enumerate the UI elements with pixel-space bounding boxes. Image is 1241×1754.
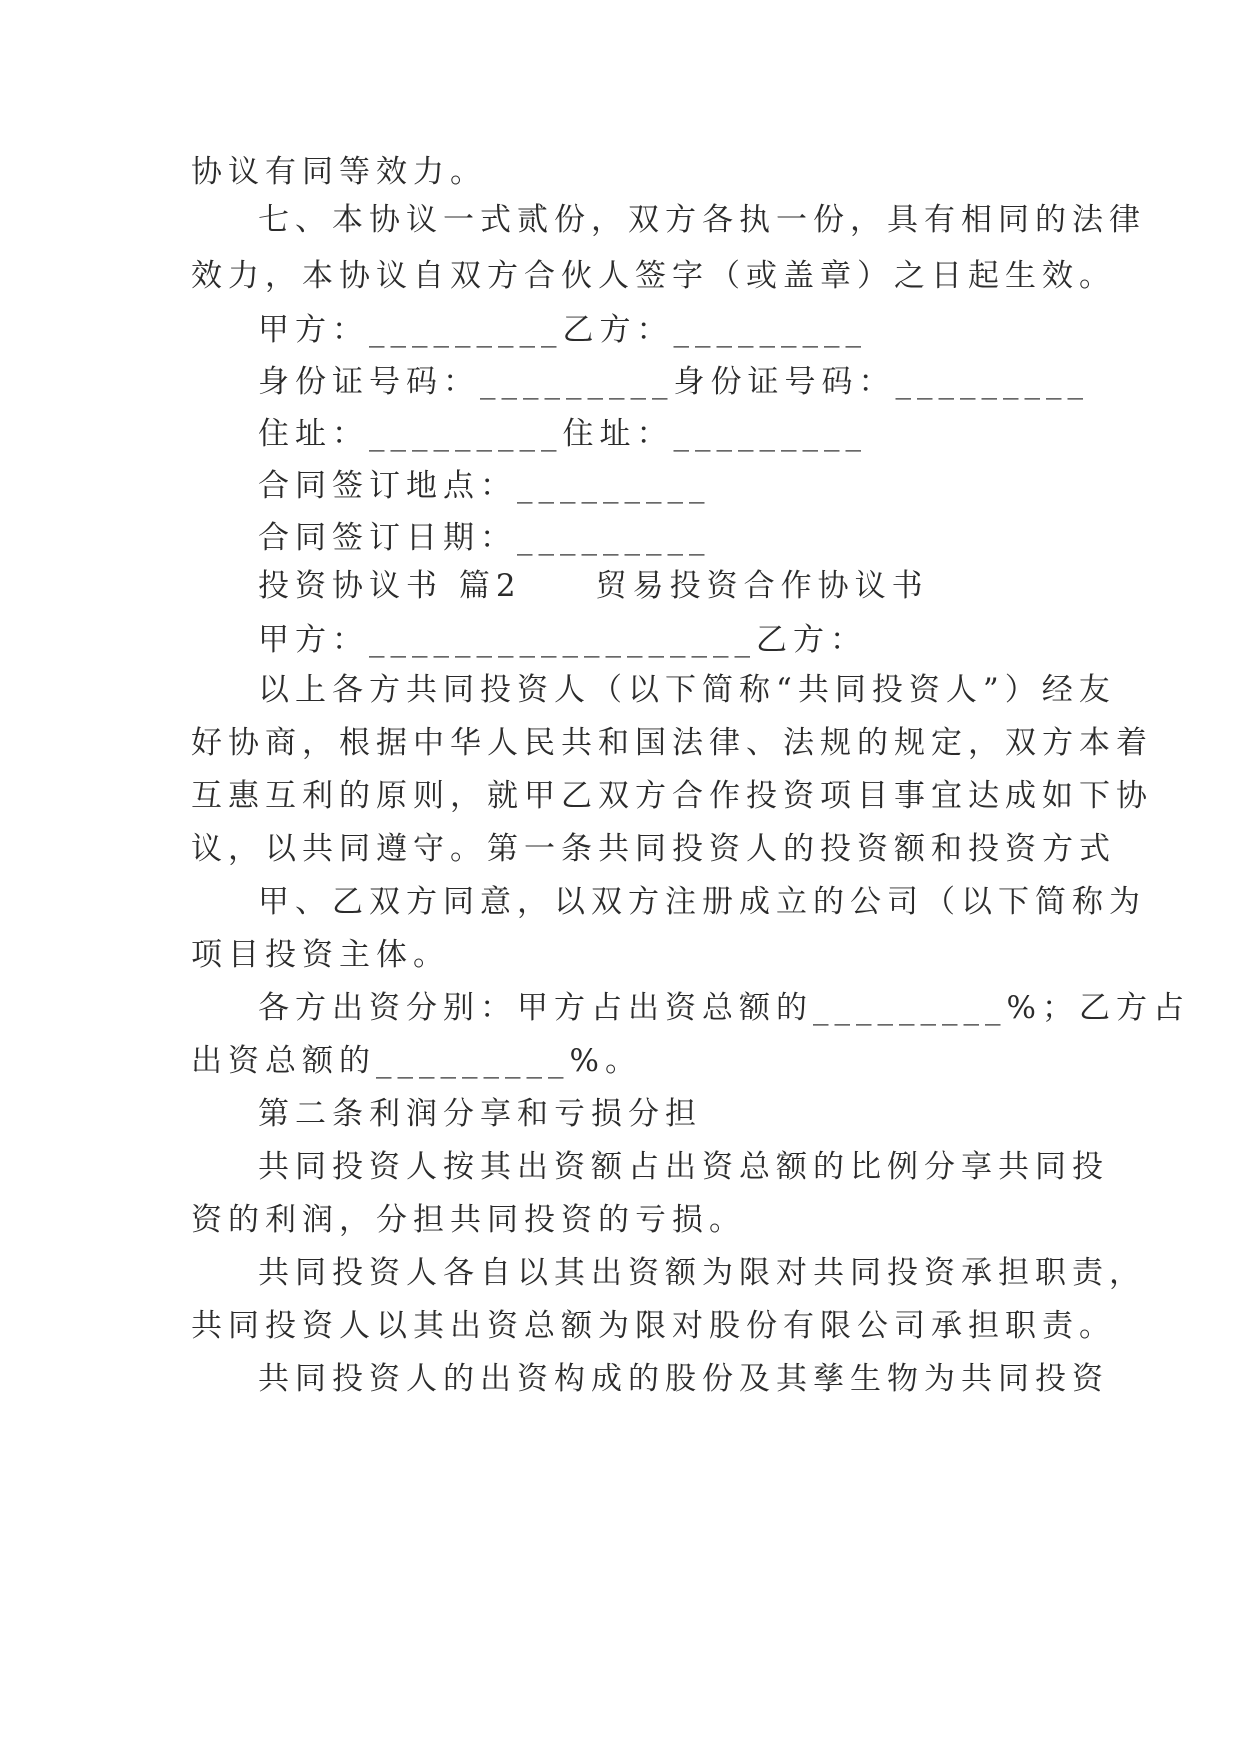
paragraph-line: 共同投资人按其出资额占出资总额的比例分享共同投 (258, 1149, 1109, 1185)
paragraph-line: 共同投资人的出资构成的股份及其孳生物为共同投资 (258, 1361, 1109, 1397)
signature-id-line: 身份证号码：_________身份证号码：_________ (258, 364, 1089, 400)
paragraph-line: 协议有同等效力。 (191, 154, 487, 190)
signing-date-line: 合同签订日期：_________ (258, 520, 711, 556)
paragraph-line: 资的利润，分担共同投资的亏损。 (191, 1202, 746, 1238)
paragraph-line: 甲、乙双方同意，以双方注册成立的公司（以下简称为 (258, 884, 1146, 920)
paragraph-line: 以上各方共同投资人（以下简称“共同投资人”）经友 (258, 672, 1116, 708)
paragraph-line: 好协商，根据中华人民共和国法律、法规的规定，双方本着 (191, 725, 1153, 761)
signing-place-line: 合同签订地点：_________ (258, 468, 711, 504)
paragraph-line: 各方出资分别：甲方占出资总额的_________%；乙方占 (258, 990, 1190, 1026)
paragraph-line: 共同投资人各自以其出资额为限对共同投资承担职责， (258, 1255, 1146, 1291)
article-heading: 第二条利润分享和亏损分担 (258, 1096, 702, 1132)
paragraph-line: 互惠互利的原则，就甲乙双方合作投资项目事宜达成如下协 (191, 778, 1153, 814)
signature-address-line: 住址：_________住址：_________ (258, 416, 867, 452)
paragraph-line: 出资总额的_________%。 (191, 1043, 642, 1079)
paragraph-line: 七、本协议一式贰份，双方各执一份，具有相同的法律 (258, 202, 1146, 238)
party-line: 甲方：__________________乙方： (258, 622, 867, 658)
paragraph-line: 项目投资主体。 (191, 937, 450, 973)
section-heading: 投资协议书 篇2 贸易投资合作协议书 (258, 568, 929, 604)
signature-party-line: 甲方：_________乙方：_________ (258, 312, 867, 348)
paragraph-line: 议，以共同遵守。第一条共同投资人的投资额和投资方式 (191, 831, 1116, 867)
paragraph-line: 效力，本协议自双方合伙人签字（或盖章）之日起生效。 (191, 258, 1116, 294)
paragraph-line: 共同投资人以其出资总额为限对股份有限公司承担职责。 (191, 1308, 1116, 1344)
